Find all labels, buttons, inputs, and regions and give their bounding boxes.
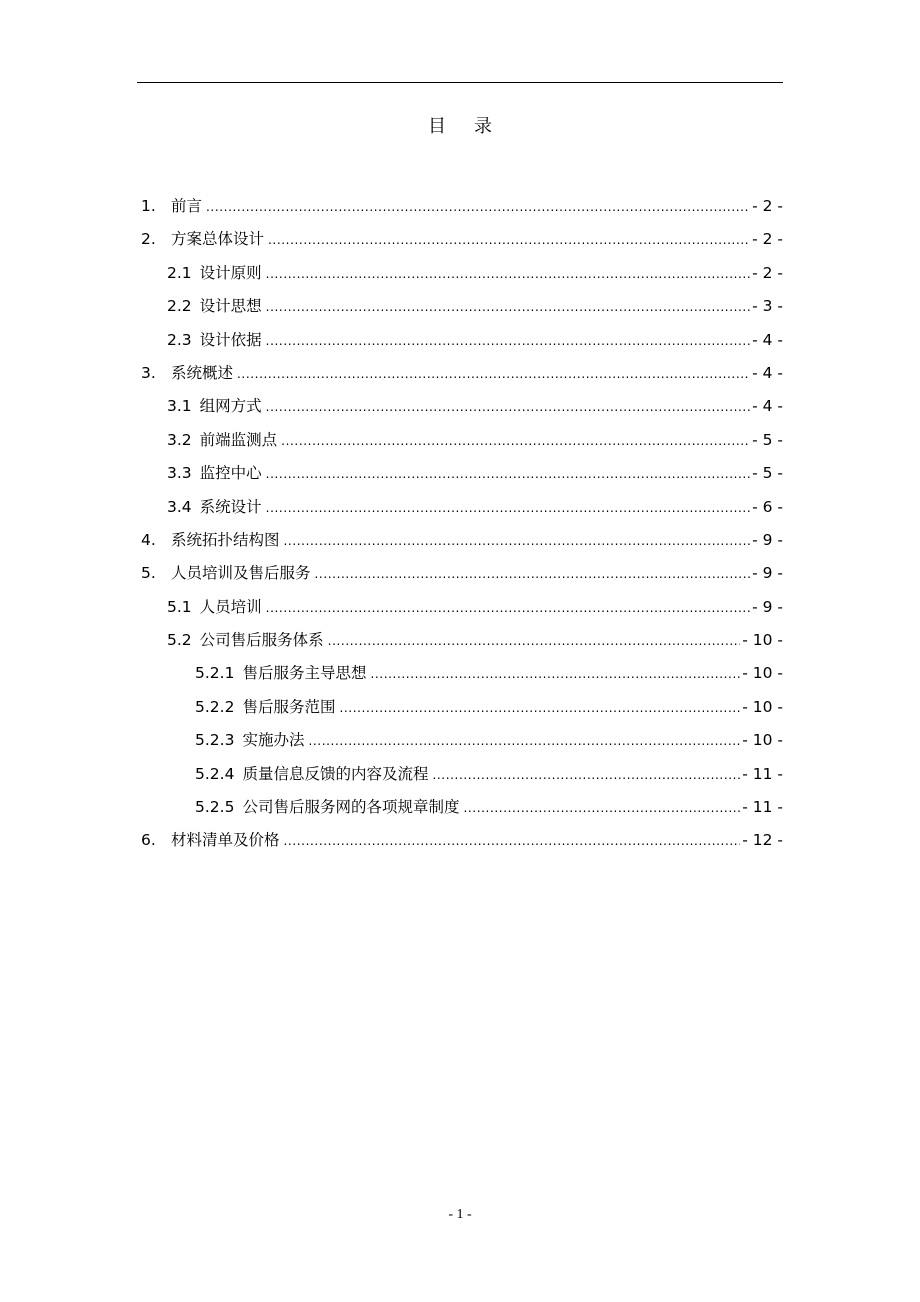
toc-entry-number: 5.2.1 xyxy=(195,664,235,683)
toc-entry-number: 3. xyxy=(141,363,156,382)
toc-entry[interactable] xyxy=(137,824,783,857)
toc-dot-leader xyxy=(308,725,740,758)
toc-entry-page: - 10 - xyxy=(742,664,783,683)
toc-entry-title: 系统设计 xyxy=(199,497,262,516)
toc-entry[interactable] xyxy=(137,758,783,791)
toc-entry-page: - 9 - xyxy=(752,530,783,549)
toc-entry-title: 组网方式 xyxy=(199,397,262,416)
toc-entry-page: - 2 - xyxy=(752,230,783,249)
toc-dot-leader xyxy=(463,792,740,825)
table-of-contents xyxy=(137,190,783,858)
toc-dot-leader xyxy=(370,658,740,691)
toc-entry-title: 设计依据 xyxy=(199,330,262,349)
toc-entry-title: 系统概述 xyxy=(171,363,234,382)
toc-dot-leader xyxy=(284,825,741,858)
toc-entry[interactable] xyxy=(137,524,783,557)
toc-entry-number: 4. xyxy=(141,530,156,549)
page-number-footer: - 1 - xyxy=(448,1207,472,1222)
toc-entry-title: 系统拓扑结构图 xyxy=(171,530,280,549)
toc-entry-title: 材料清单及价格 xyxy=(171,831,280,850)
toc-entry-page: - 5 - xyxy=(752,464,783,483)
toc-entry[interactable] xyxy=(137,624,783,657)
toc-entry[interactable] xyxy=(137,357,783,390)
toc-title-part-1: 目 xyxy=(428,116,446,137)
toc-entry[interactable] xyxy=(137,557,783,590)
toc-entry-page: - 9 - xyxy=(752,564,783,583)
toc-dot-leader xyxy=(268,224,750,257)
toc-entry-title: 人员培训及售后服务 xyxy=(171,564,311,583)
toc-entry-number: 3.4 xyxy=(167,497,192,516)
toc-entry-page: - 9 - xyxy=(752,597,783,616)
toc-entry-title: 实施办法 xyxy=(242,731,305,750)
toc-entry-title: 公司售后服务体系 xyxy=(199,631,324,650)
toc-entry-title: 售后服务主导思想 xyxy=(242,664,367,683)
toc-entry-number: 5. xyxy=(141,564,156,583)
toc-entry-number: 1. xyxy=(141,197,156,215)
toc-dot-leader xyxy=(339,692,740,725)
toc-entry-page: - 3 - xyxy=(752,297,783,316)
toc-entry[interactable] xyxy=(137,591,783,624)
toc-entry-page: - 6 - xyxy=(752,497,783,516)
toc-dot-leader xyxy=(266,458,750,491)
toc-dot-leader xyxy=(237,358,750,391)
toc-dot-leader xyxy=(432,759,740,792)
toc-entry-page: - 11 - xyxy=(742,764,783,783)
toc-dot-leader xyxy=(328,625,741,658)
toc-entry-number: 3.1 xyxy=(167,397,192,416)
toc-dot-leader xyxy=(266,291,750,324)
toc-entry-title: 设计思想 xyxy=(199,297,262,316)
toc-entry[interactable] xyxy=(137,724,783,757)
toc-entry-title: 售后服务范围 xyxy=(242,697,336,716)
toc-entry-page: - 4 - xyxy=(752,363,783,382)
toc-entry-page: - 10 - xyxy=(742,697,783,716)
toc-title xyxy=(0,112,920,138)
toc-entry-title: 公司售后服务网的各项规章制度 xyxy=(242,798,460,817)
toc-entry[interactable] xyxy=(137,390,783,423)
toc-entry-page: - 10 - xyxy=(742,731,783,750)
toc-entry-number: 5.2.2 xyxy=(195,697,235,716)
toc-entry-title: 设计原则 xyxy=(199,263,262,282)
toc-entry[interactable] xyxy=(137,424,783,457)
toc-title-part-2: 录 xyxy=(474,116,492,137)
toc-entry-page: - 2 - xyxy=(752,263,783,282)
toc-dot-leader xyxy=(315,558,751,591)
toc-dot-leader xyxy=(266,592,750,625)
toc-entry[interactable] xyxy=(137,257,783,290)
toc-dot-leader xyxy=(266,325,750,358)
toc-entry[interactable] xyxy=(137,491,783,524)
toc-entry[interactable] xyxy=(137,691,783,724)
header-rule xyxy=(137,82,783,83)
toc-entry-number: 2.3 xyxy=(167,330,192,349)
toc-entry-page: - 5 - xyxy=(752,430,783,449)
toc-entry[interactable] xyxy=(137,190,783,223)
toc-entry-number: 3.3 xyxy=(167,464,192,483)
toc-entry-title: 监控中心 xyxy=(199,464,262,483)
toc-dot-leader xyxy=(266,492,750,525)
toc-dot-leader xyxy=(284,525,751,558)
toc-entry-page: - 4 - xyxy=(752,397,783,416)
toc-entry[interactable] xyxy=(137,457,783,490)
toc-dot-leader xyxy=(266,258,750,291)
toc-entry-page: - 10 - xyxy=(742,631,783,650)
toc-entry[interactable] xyxy=(137,223,783,256)
toc-entry[interactable] xyxy=(137,290,783,323)
toc-entry[interactable] xyxy=(137,324,783,357)
toc-dot-leader xyxy=(281,425,750,458)
toc-entry-number: 5.2.5 xyxy=(195,798,235,817)
toc-entry-title: 前言 xyxy=(171,197,203,215)
toc-entry-page: - 4 - xyxy=(752,330,783,349)
toc-entry-number: 5.1 xyxy=(167,597,192,616)
toc-entry-page: - 2 - xyxy=(752,197,783,215)
toc-entry-number: 5.2.4 xyxy=(195,764,235,783)
toc-entry[interactable] xyxy=(137,791,783,824)
toc-entry-title: 人员培训 xyxy=(199,597,262,616)
toc-entry-page: - 12 - xyxy=(742,831,783,850)
toc-entry-number: 3.2 xyxy=(167,430,192,449)
toc-entry-title: 前端监测点 xyxy=(199,430,278,449)
toc-entry-title: 方案总体设计 xyxy=(171,230,265,249)
toc-entry-title: 质量信息反馈的内容及流程 xyxy=(242,764,429,783)
toc-entry-number: 2.1 xyxy=(167,263,192,282)
toc-entry-number: 2.2 xyxy=(167,297,192,316)
toc-dot-leader xyxy=(206,191,750,224)
toc-entry-number: 6. xyxy=(141,831,156,850)
toc-entry-number: 5.2 xyxy=(167,631,192,650)
toc-entry-number: 5.2.3 xyxy=(195,731,235,750)
toc-entry-page: - 11 - xyxy=(742,798,783,817)
toc-entry-number: 2. xyxy=(141,230,156,249)
toc-entry[interactable] xyxy=(137,657,783,690)
toc-dot-leader xyxy=(266,391,750,424)
